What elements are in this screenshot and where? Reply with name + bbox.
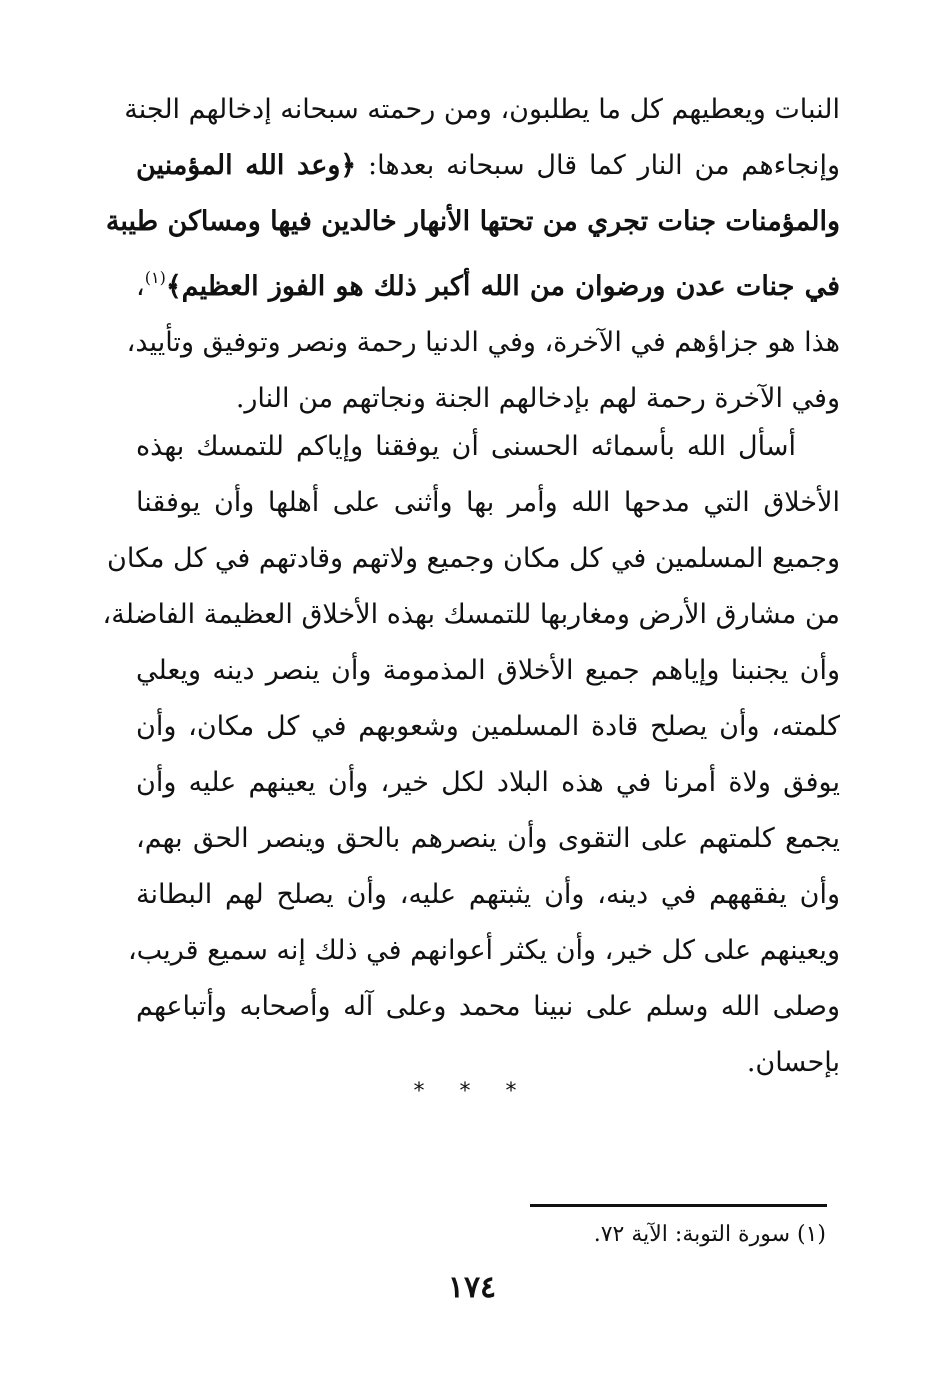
text-line: يجمع كلمتهم على التقوى وأن ينصرهم بالحق وينصر الحق بهم، (136, 823, 840, 854)
quran-verse-text: في جنات عدن ورضوان من الله أكبر ذلك هو الفوز العظيم﴾ (165, 271, 840, 302)
text-line (136, 138, 840, 194)
text-line: هذا هو جزاؤهم في الآخرة، وفي الدنيا رحمة ونصر وتوفيق وتأييد، (126, 327, 840, 358)
text-line: وفي الآخرة رحمة لهم بإدخالهم الجنة ونجاتهم من النار. (235, 383, 840, 414)
text-line: وجميع المسلمين في كل مكان وجميع ولاتهم وقادتهم في كل مكان (107, 543, 840, 574)
text-line: يوفق ولاة أمرنا في هذه البلاد لكل خير، وأن يعينهم عليه وأن (136, 767, 840, 798)
paragraph-2 (102, 419, 840, 1091)
text-line: أسأل الله بأسمائه الحسنى أن يوفقنا وإياكم للتمسك بهذه (136, 431, 796, 462)
paragraph-1 (105, 82, 840, 427)
footnote-divider (530, 1204, 827, 1207)
text-line: وصلى الله وسلم على نبينا محمد وعلى آله وأصحابه وأتباعهم (136, 991, 840, 1022)
quran-verse-line: والمؤمنات جنات تجري من تحتها الأنهار خالدين فيها ومساكن طيبة (105, 206, 840, 237)
text-line: النبات ويعطيهم كل ما يطلبون، ومن رحمته سبحانه إدخالهم الجنة (124, 94, 840, 125)
quran-verse-text: ﴿وعد الله المؤمنين (136, 150, 357, 181)
text-line: وأن يجنبنا وإياهم جميع الأخلاق المذمومة وأن ينصر دينه ويعلي (136, 655, 840, 686)
page-number: ١٧٤ (447, 1270, 497, 1305)
text-line (136, 250, 840, 315)
plain-text: وإنجاءهم من النار كما قال سبحانه بعدها: (356, 150, 840, 181)
plain-text: ، (136, 271, 145, 302)
section-separator: * * * (413, 1079, 531, 1104)
text-line: من مشارق الأرض ومغاربها للتمسك بهذه الأخلاق العظيمة الفاضلة، (102, 599, 840, 630)
text-line: وأن يفقههم في دينه، وأن يثبتهم عليه، وأن يصلح لهم البطانة (136, 879, 840, 910)
text-line: ويعينهم على كل خير، وأن يكثر أعوانهم في ذلك إنه سميع قريب، (127, 935, 840, 966)
text-line: الأخلاق التي مدحها الله وأمر بها وأثنى على أهلها وأن يوفقنا (136, 487, 840, 518)
text-line: كلمته، وأن يصلح قادة المسلمين وشعوبهم في كل مكان، وأن (136, 711, 840, 742)
text-line: بإحسان. (746, 1047, 840, 1078)
footnote-marker: (١) (144, 268, 166, 287)
footnote: (١) سورة التوبة: الآية ٧٢. (593, 1222, 826, 1247)
